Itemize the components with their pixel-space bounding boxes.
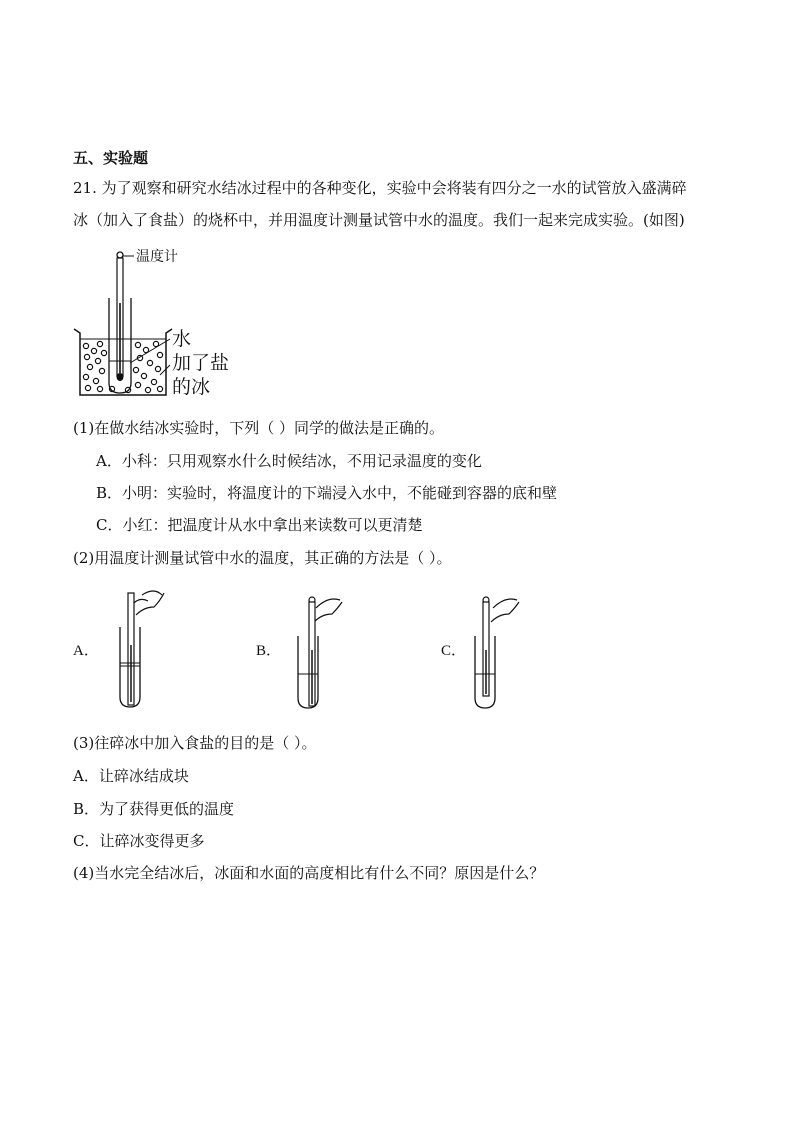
part3-option-c: C．让碎冰变得更多 xyxy=(73,832,205,850)
figure-c-thermometer-in-tube xyxy=(465,590,525,715)
part3-option-b: B．为了获得更低的温度 xyxy=(73,800,235,818)
water-label: 水 xyxy=(172,328,192,350)
question-intro-line1: 21. 为了观察和研究水结冰过程中的各种变化，实验中会将装有四分之一水的试管放入盛满碎 xyxy=(73,179,687,197)
part1-option-a: A．小科：只用观察水什么时候结冰，不用记录温度的变化 xyxy=(96,452,482,470)
thermometer-top-ring xyxy=(117,252,123,258)
part3-stem: (3)往碎冰中加入食盐的目的是（ ）。 xyxy=(73,734,317,752)
part2-stem: (2)用温度计测量试管中水的温度，其正确的方法是（ ）。 xyxy=(73,549,452,567)
salted-ice-label-1: 加了盐 xyxy=(172,352,230,374)
beaker-diagram xyxy=(70,243,250,403)
figure-a-label: A． xyxy=(73,643,99,659)
part1-option-b: B．小明：实验时，将温度计的下端浸入水中，不能碰到容器的底和壁 xyxy=(96,484,558,502)
question-intro-line2: 冰（加入了食盐）的烧杯中，并用温度计测量试管中水的温度。我们一起来完成实验。(如图) xyxy=(73,211,685,229)
part1-option-c: C．小红：把温度计从水中拿出来读数可以更清楚 xyxy=(96,516,423,534)
figure-b-thermometer-in-tube xyxy=(288,590,348,715)
part4-stem: (4)当水完全结冰后，冰面和水面的高度相比有什么不同？原因是什么？ xyxy=(73,864,545,882)
part3-option-a: A．让碎冰结成块 xyxy=(73,767,189,785)
part1-stem: (1)在做水结冰实验时，下列（ ）同学的做法是正确的。 xyxy=(73,419,445,437)
thermometer-label: 温度计 xyxy=(136,249,178,265)
salted-ice-label-2: 的冰 xyxy=(172,376,211,398)
figure-a-thermometer-in-tube xyxy=(110,585,170,710)
figure-c-label: C． xyxy=(441,643,467,659)
section-title: 五、实验题 xyxy=(73,149,149,167)
figure-b-label: B． xyxy=(256,643,282,659)
